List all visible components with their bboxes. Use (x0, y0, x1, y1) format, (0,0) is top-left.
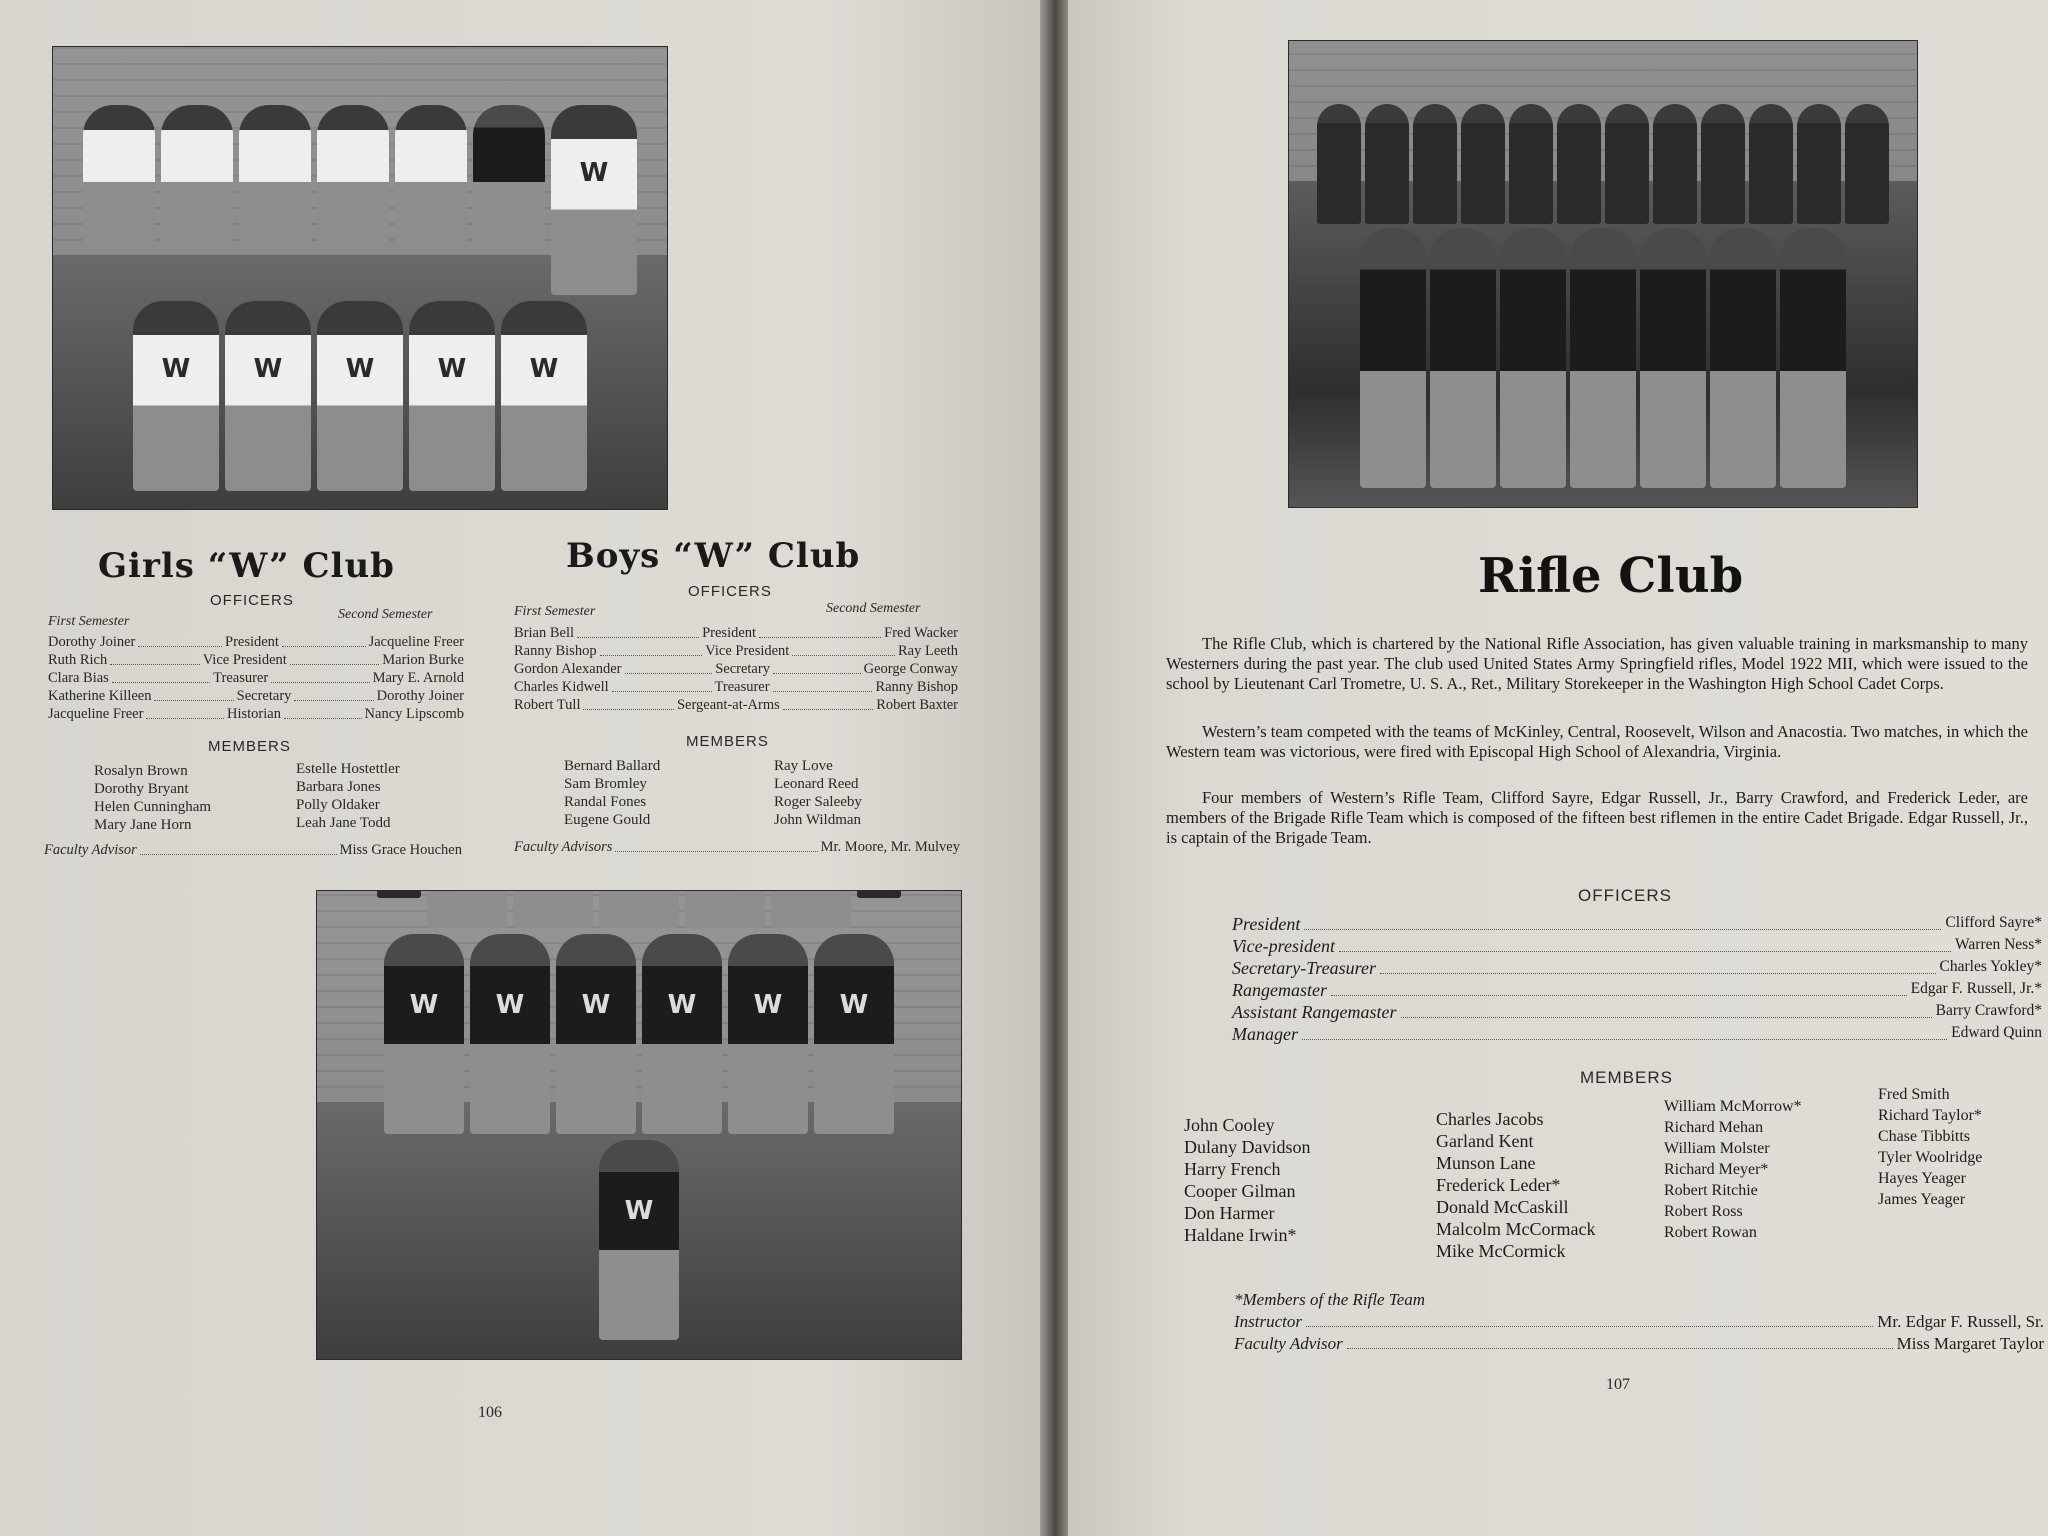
person-figure (473, 105, 545, 245)
boys-members-col2 (774, 757, 862, 829)
page-number: 106 (478, 1404, 502, 1421)
instructor-name: Mr. Edgar F. Russell, Sr. (1877, 1312, 2044, 1331)
officer-role: Rangemaster (1232, 980, 1327, 1000)
girls-first-semester-label: First Semester (48, 614, 130, 629)
member-name: Polly Oldaker (296, 797, 380, 813)
photo-figures (343, 928, 936, 1340)
member-name: Tyler Woolridge (1878, 1149, 1983, 1166)
person-figure (685, 890, 765, 928)
boys-club-title: Boys “W” Club (566, 536, 861, 576)
leader-dots (1306, 1312, 1873, 1327)
rifle-officer-row (1232, 1002, 2042, 1023)
girls-club-title: Girls “W” Club (98, 546, 395, 586)
person-figure (599, 890, 679, 928)
member-name: Leah Jane Todd (296, 815, 391, 831)
officer-name: Warren Ness* (1955, 936, 2042, 953)
member-name: Malcolm McCormack (1436, 1219, 1596, 1239)
officer-second-semester: Jacqueline Freer (368, 634, 464, 650)
girls-members-col1 (94, 762, 211, 834)
officer-second-semester: Robert Baxter (876, 697, 959, 713)
officer-office: Vice President (202, 652, 287, 668)
member-name: Fred Smith (1878, 1086, 1950, 1103)
w-letter: W (581, 990, 611, 1021)
officer-first-semester: Dorothy Joiner (48, 634, 136, 650)
member-name: Rosalyn Brown (94, 763, 188, 779)
person-figure (1570, 228, 1636, 488)
member-name: Bernard Ballard (564, 758, 661, 774)
advisor-name: Mr. Moore, Mr. Mulvey (820, 839, 960, 855)
person-figure (857, 890, 901, 898)
officer-second-semester: Ranny Bishop (875, 679, 959, 695)
girls-officer-row (48, 652, 464, 669)
page-number: 107 (1606, 1376, 1630, 1393)
boys-members-heading: MEMBERS (686, 733, 769, 750)
person-figure (1640, 228, 1706, 488)
leader-dots (290, 652, 379, 665)
w-letter: W (253, 353, 283, 384)
leader-dots (1302, 1024, 1947, 1040)
officer-office: Secretary (715, 661, 770, 677)
officer-first-semester: Robert Tull (514, 697, 581, 713)
person-figure (317, 105, 389, 245)
officer-name: Edward Quinn (1951, 1024, 2042, 1041)
rifle-members-col3 (1664, 1096, 1802, 1243)
member-name: Helen Cunningham (94, 799, 212, 815)
w-letter: W (839, 990, 869, 1021)
leader-dots (625, 661, 713, 674)
officer-second-semester: Dorothy Joiner (376, 688, 465, 704)
member-name: Sam Bromley (564, 776, 647, 792)
person-figure (728, 934, 808, 1134)
person-figure (1500, 228, 1566, 488)
person-figure (1780, 228, 1846, 488)
person-figure (1710, 228, 1776, 488)
member-name: Richard Mehan (1664, 1119, 1764, 1136)
leader-dots (154, 688, 233, 701)
person-figure (133, 301, 219, 491)
boys-advisor-row (514, 839, 960, 856)
person-figure (1749, 104, 1793, 224)
leader-dots (1304, 914, 1941, 930)
officer-office: Historian (227, 706, 281, 722)
leader-dots (792, 643, 895, 656)
member-name: Robert Ritchie (1664, 1182, 1758, 1199)
person-figure (427, 890, 507, 928)
body-paragraph: The Rifle Club, which is chartered by the National Rifle Association, has given valuable training in marksmanship to many Westerners during the past year. The club used United States Army Springfield rifles, Model 1922 MII, which were issued to the school by Lieutenant Carl Trometre, U. S. A., Ret., Military Storekeeper in the Washington High School Cadet Corps. (1166, 634, 2028, 693)
member-name: Richard Meyer* (1664, 1161, 1769, 1178)
officer-office: President (702, 625, 757, 641)
boys-officers-heading: OFFICERS (688, 583, 772, 600)
advisor-name: Miss Grace Houchen (339, 842, 462, 858)
officer-second-semester: Mary E. Arnold (372, 670, 464, 686)
rifle-officer-row (1232, 958, 2042, 979)
boys-officer-row (514, 643, 958, 660)
girls-w-club-photo (52, 46, 668, 510)
person-figure (1557, 104, 1601, 224)
member-name: Garland Kent (1436, 1131, 1534, 1151)
officer-name: Edgar F. Russell, Jr.* (1910, 980, 2042, 997)
officer-name: Charles Yokley* (1939, 958, 2042, 975)
member-name: James Yeager (1878, 1191, 1966, 1208)
right-page (1068, 0, 2048, 1536)
girls-officer-row (48, 706, 464, 723)
member-name: Roger Saleeby (774, 794, 862, 810)
leader-dots (271, 670, 369, 683)
girls-officers-heading: OFFICERS (210, 592, 294, 609)
member-name: Mike McCormick (1436, 1241, 1566, 1261)
member-name: Munson Lane (1436, 1153, 1536, 1173)
boys-members-col1 (564, 757, 660, 829)
leader-dots (140, 842, 337, 855)
rifle-club-title: Rifle Club (1478, 548, 1744, 604)
rifle-officer-row (1232, 1024, 2042, 1045)
person-figure (225, 301, 311, 491)
member-name: Don Harmer (1184, 1203, 1275, 1223)
person-figure (551, 105, 637, 295)
leader-dots (284, 706, 362, 719)
officer-role: Secretary-Treasurer (1232, 958, 1376, 978)
instructor-label: Instructor (1234, 1312, 1302, 1331)
person-figure (1509, 104, 1553, 224)
team-footnote (1234, 1290, 2044, 1310)
leader-dots (1347, 1334, 1893, 1349)
member-name: Dulany Davidson (1184, 1137, 1311, 1157)
member-name: Eugene Gould (564, 812, 651, 828)
girls-officer-row (48, 670, 464, 687)
leader-dots (294, 688, 373, 701)
person-figure (239, 105, 311, 245)
member-name: John Wildman (774, 812, 862, 828)
rifle-officers-heading: OFFICERS (1578, 886, 1672, 905)
boys-second-semester-label: Second Semester (826, 601, 921, 616)
member-name: William McMorrow* (1664, 1098, 1802, 1115)
leader-dots (1401, 1002, 1932, 1018)
officer-second-semester: Ray Leeth (898, 643, 959, 659)
w-letter: W (579, 157, 609, 188)
person-figure (814, 934, 894, 1134)
officer-office: Secretary (236, 688, 292, 704)
boys-officer-row (514, 697, 958, 714)
officer-name: Barry Crawford* (1935, 1002, 2042, 1019)
member-name: Harry French (1184, 1159, 1281, 1179)
officer-role: Manager (1232, 1024, 1298, 1044)
person-figure (501, 301, 587, 491)
person-figure (317, 301, 403, 491)
girls-officer-row (48, 634, 464, 651)
officer-second-semester: George Conway (863, 661, 959, 677)
member-name: Ray Love (774, 758, 833, 774)
officer-first-semester: Brian Bell (514, 625, 575, 641)
person-figure (83, 105, 155, 245)
member-name: William Molster (1664, 1140, 1770, 1157)
officer-role: President (1232, 914, 1301, 934)
girls-advisor-row (44, 842, 462, 859)
person-figure (384, 934, 464, 1134)
leader-dots (583, 697, 673, 710)
person-figure (642, 934, 722, 1134)
rifle-officer-row (1232, 980, 2042, 1001)
officer-first-semester: Ruth Rich (48, 652, 108, 668)
officer-first-semester: Ranny Bishop (514, 643, 597, 659)
photo-figures (78, 149, 643, 491)
member-name: Randal Fones (564, 794, 647, 810)
leader-dots (112, 670, 210, 683)
person-figure (771, 890, 851, 928)
person-figure (409, 301, 495, 491)
officer-first-semester: Katherine Killeen (48, 688, 152, 704)
member-name: Charles Jacobs (1436, 1109, 1544, 1129)
boys-officer-row (514, 661, 958, 678)
officer-role: Vice-president (1232, 936, 1335, 956)
w-letter: W (161, 353, 191, 384)
instructor-row (1234, 1312, 2044, 1332)
officer-first-semester: Clara Bias (48, 670, 109, 686)
person-figure (1605, 104, 1649, 224)
w-letter: W (753, 990, 783, 1021)
member-name: Dorothy Bryant (94, 781, 189, 797)
member-name: Frederick Leder* (1436, 1175, 1561, 1195)
leader-dots (1339, 936, 1951, 952)
person-figure (556, 934, 636, 1134)
girls-members-heading: MEMBERS (208, 738, 291, 755)
advisor-label: Faculty Advisor (1234, 1334, 1343, 1353)
boys-officer-row (514, 625, 958, 642)
officer-office: Treasurer (714, 679, 770, 695)
leader-dots (759, 625, 881, 638)
rifle-club-photo (1288, 40, 1918, 508)
w-letter: W (495, 990, 525, 1021)
person-figure (1317, 104, 1361, 224)
leader-dots (612, 679, 712, 692)
leader-dots (600, 643, 703, 656)
book-gutter (1040, 0, 1068, 1536)
photo-figures (1314, 69, 1892, 488)
officer-first-semester: Jacqueline Freer (48, 706, 144, 722)
w-letter: W (624, 1196, 654, 1227)
leader-dots (146, 706, 224, 719)
officer-second-semester: Fred Wacker (884, 625, 958, 641)
faculty-advisor-row (1234, 1334, 2044, 1354)
w-letter: W (345, 353, 375, 384)
officer-office: President (225, 634, 279, 650)
person-figure (1413, 104, 1457, 224)
w-letter: W (437, 353, 467, 384)
rifle-members-col2 (1436, 1108, 1595, 1262)
leader-dots (282, 634, 366, 647)
boys-officer-row (514, 679, 958, 696)
member-name: Richard Taylor* (1878, 1107, 1982, 1124)
body-paragraph: Western’s team competed with the teams of McKinley, Central, Roosevelt, Wilson and Anacostia. Two matches, in which the Western team was victorious, were fired with Episcopal High School of Alexandria, Virginia. (1166, 722, 2028, 761)
person-figure (513, 890, 593, 928)
leader-dots (773, 679, 873, 692)
person-figure (377, 890, 421, 898)
member-name: Barbara Jones (296, 779, 381, 795)
girls-members-col2 (296, 760, 400, 832)
boys-first-semester-label: First Semester (514, 604, 596, 619)
rifle-officer-row (1232, 936, 2042, 957)
officer-name: Clifford Sayre* (1945, 914, 2042, 931)
leader-dots (1380, 958, 1936, 974)
advisor-label: Faculty Advisor (44, 842, 137, 858)
leader-dots (577, 625, 699, 638)
leader-dots (110, 652, 199, 665)
person-figure (161, 105, 233, 245)
person-figure (1797, 104, 1841, 224)
person-figure (1461, 104, 1505, 224)
member-name: Mary Jane Horn (94, 817, 192, 833)
officer-first-semester: Charles Kidwell (514, 679, 609, 695)
rifle-members-col4 (1878, 1084, 1982, 1210)
person-figure (1430, 228, 1496, 488)
w-letter: W (529, 353, 559, 384)
w-letter: W (667, 990, 697, 1021)
leader-dots (773, 661, 861, 674)
w-letter: W (409, 990, 439, 1021)
girls-second-semester-label: Second Semester (338, 607, 433, 622)
person-figure (1845, 104, 1889, 224)
member-name: Haldane Irwin* (1184, 1225, 1297, 1245)
girls-officer-row (48, 688, 464, 705)
person-figure (599, 1140, 679, 1340)
member-name: Hayes Yeager (1878, 1170, 1966, 1187)
officer-office: Vice President (705, 643, 790, 659)
footnote-label: *Members of the Rifle Team (1234, 1290, 1426, 1309)
person-figure (1365, 104, 1409, 224)
person-figure (470, 934, 550, 1134)
member-name: Donald McCaskill (1436, 1197, 1569, 1217)
member-name: Leonard Reed (774, 776, 859, 792)
leader-dots (138, 634, 222, 647)
member-name: Cooper Gilman (1184, 1181, 1296, 1201)
body-paragraph: Four members of Western’s Rifle Team, Clifford Sayre, Edgar Russell, Jr., Barry Crawford, and Frederick Leder, are members of the Brigade Rifle Team which is composed of the fifteen best riflemen in the entire Cadet Brigade. Edgar Russell, Jr., is captain of the Brigade Team. (1166, 788, 2028, 847)
officer-first-semester: Gordon Alexander (514, 661, 622, 677)
officer-office: Treasurer (213, 670, 269, 686)
member-name: Robert Ross (1664, 1203, 1743, 1220)
officer-office: Sergeant-at-Arms (676, 697, 780, 713)
leader-dots (615, 839, 817, 852)
leader-dots (1331, 980, 1907, 996)
member-name: John Cooley (1184, 1115, 1275, 1135)
person-figure (395, 105, 467, 245)
person-figure (1360, 228, 1426, 488)
officer-second-semester: Marion Burke (382, 652, 464, 668)
advisor-label: Faculty Advisors (514, 839, 613, 855)
rifle-officer-row (1232, 914, 2042, 935)
member-name: Robert Rowan (1664, 1224, 1757, 1241)
person-figure (1701, 104, 1745, 224)
rifle-members-heading: MEMBERS (1580, 1068, 1673, 1087)
member-name: Estelle Hostettler (296, 761, 400, 777)
person-figure (1653, 104, 1697, 224)
leader-dots (783, 697, 873, 710)
member-name: Chase Tibbitts (1878, 1128, 1971, 1145)
officer-role: Assistant Rangemaster (1232, 1002, 1397, 1022)
rifle-members-col1 (1184, 1114, 1310, 1246)
officer-second-semester: Nancy Lipscomb (364, 706, 465, 722)
boys-w-club-photo (316, 890, 962, 1360)
advisor-name: Miss Margaret Taylor (1896, 1334, 2044, 1353)
